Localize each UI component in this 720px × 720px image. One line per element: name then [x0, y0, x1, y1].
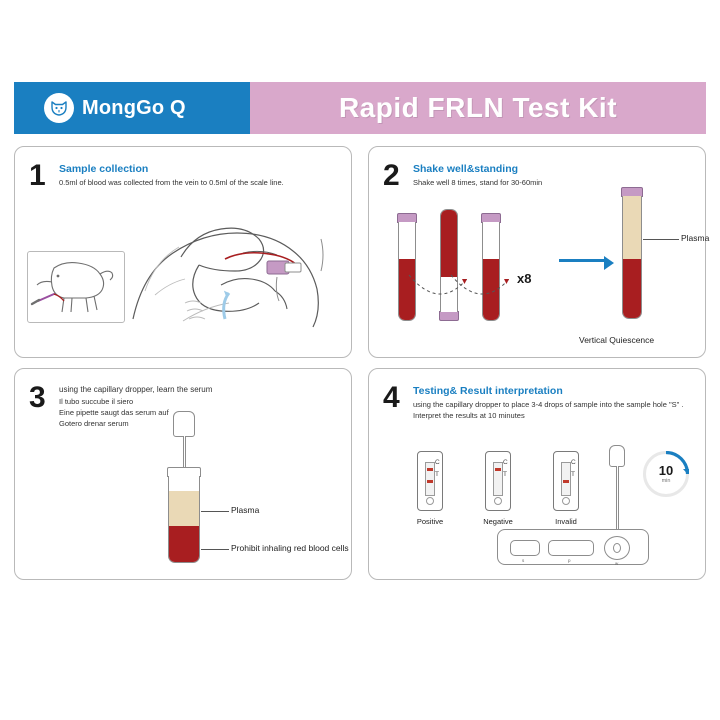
plasma-label: Plasma	[231, 505, 260, 515]
timer-value: 10	[658, 463, 674, 478]
plasma-leader-line	[643, 239, 679, 240]
step-description: 0.5ml of blood was collected from the vein to 0.5ml of the scale line.	[59, 178, 284, 187]
result-window	[493, 462, 503, 496]
step-header	[59, 163, 341, 189]
test-band	[563, 480, 569, 483]
header	[14, 82, 706, 134]
kit-slot-s	[510, 540, 540, 556]
step-description: Shake well 8 times, stand for 30-60min	[413, 178, 543, 187]
brand-name: MongGo Q	[82, 96, 186, 119]
test-band	[427, 480, 433, 483]
kit-slot-w-inner	[613, 543, 621, 553]
shake-motion-arrows	[391, 267, 521, 317]
cassette-positive-t-mark: T	[435, 471, 439, 478]
dog-head-icon	[44, 93, 74, 123]
step-header	[413, 385, 695, 422]
blood-fill	[623, 259, 641, 318]
step-panel-1	[14, 146, 352, 358]
kit-slot-p-label: p	[568, 558, 571, 563]
step-header	[413, 163, 695, 189]
sample-well	[426, 497, 434, 505]
plasma-fill	[169, 491, 199, 525]
serum-tube	[167, 467, 201, 563]
step-title: using the capillary dropper, learn the serum	[59, 385, 213, 394]
blood-fill	[169, 526, 199, 562]
step-title: Sample collection	[59, 163, 149, 175]
dropper-bulb	[173, 411, 195, 437]
timer-unit: min	[661, 478, 671, 484]
kit-slot-s-label: s	[522, 558, 525, 563]
cassette-invalid-t-mark: T	[571, 471, 575, 478]
step-title: Shake well&standing	[413, 163, 519, 175]
hand-holding-syringe-icon	[125, 199, 345, 329]
cassette-negative-c-mark: C	[503, 459, 508, 466]
step-number: 1	[29, 159, 46, 192]
hand-illustration	[125, 199, 345, 329]
kit-slot-p	[548, 540, 594, 556]
plasma-leader-line	[201, 511, 229, 512]
sample-well	[562, 497, 570, 505]
desc-line: Interpret the results at 10 minutes	[413, 410, 525, 420]
vertical-quiescence-caption: Vertical Quiescence	[579, 335, 655, 345]
control-band	[495, 468, 501, 471]
cassette-invalid-label: Invalid	[555, 517, 577, 526]
step-panel-3	[14, 368, 352, 580]
step-header	[59, 385, 341, 430]
warning-leader-line	[201, 549, 229, 550]
step-title: Testing& Result interpretation	[413, 385, 563, 397]
step-description	[59, 397, 341, 430]
dog-illustration-box	[27, 251, 125, 323]
timer-arc-icon	[643, 451, 689, 497]
step-number: 4	[383, 381, 400, 414]
timer-badge	[643, 451, 689, 497]
tube-body	[622, 196, 642, 319]
cassette-positive-c-mark: C	[435, 459, 440, 466]
dog-with-vein-icon	[28, 252, 122, 320]
cassette-invalid-c-mark: C	[571, 459, 576, 466]
warning-label: Prohibit inhaling red blood cells	[231, 543, 349, 553]
step-panel-4	[368, 368, 706, 580]
dropper-bulb	[609, 445, 625, 467]
step-number: 3	[29, 381, 46, 414]
step-description	[413, 400, 695, 422]
kit-slot-w-label: w	[615, 561, 619, 566]
settled-tube	[621, 187, 643, 319]
desc-line: Gotero drenar serum	[59, 418, 129, 428]
process-arrow-icon	[559, 259, 605, 262]
tube-body	[168, 476, 200, 563]
cassette-positive-label: Positive	[416, 517, 444, 526]
cassette-negative-label: Negative	[483, 517, 513, 526]
page-title: Rapid FRLN Test Kit	[338, 92, 618, 123]
brand-band	[14, 82, 250, 134]
result-window	[425, 462, 435, 496]
control-band	[427, 468, 433, 471]
title-band	[250, 82, 706, 134]
shake-count-label: x8	[517, 271, 532, 286]
result-window	[561, 462, 571, 496]
desc-line: Eine pipette saugt das serum auf	[59, 407, 169, 417]
step-panel-2	[368, 146, 710, 358]
plasma-fill	[623, 196, 641, 259]
plasma-label: Plasma	[681, 233, 710, 243]
kit-tray	[497, 529, 649, 565]
step-number: 2	[383, 159, 400, 192]
desc-line: Il tubo succube il siero	[59, 397, 134, 406]
desc-line: using the capillary dropper to place 3-4 drops of sample into the sample hole "S" .	[413, 400, 684, 409]
cassette-negative-t-mark: T	[503, 471, 507, 478]
sample-well	[494, 497, 502, 505]
capillary-dropper	[609, 445, 625, 541]
